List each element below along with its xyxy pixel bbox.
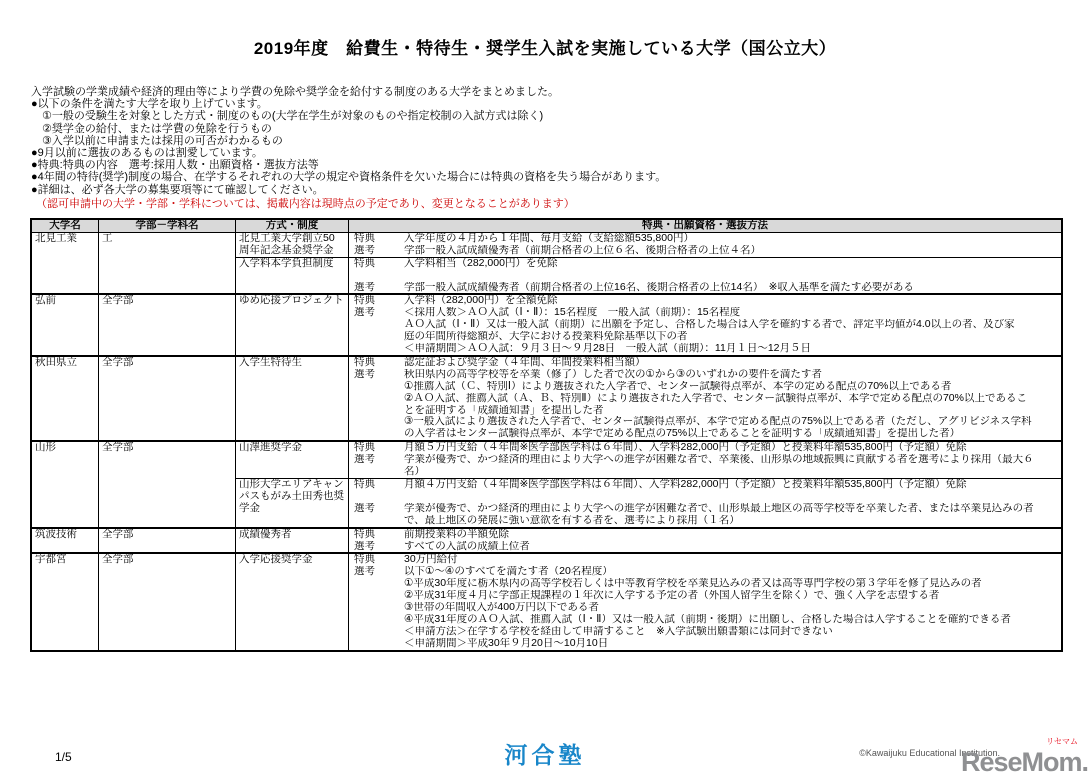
program-details xyxy=(349,554,1061,649)
program-rows xyxy=(236,554,1061,649)
table-row xyxy=(32,527,1061,553)
detail-label: 選考 xyxy=(354,566,375,578)
detail-label: 選考 xyxy=(354,244,375,256)
program-rows xyxy=(236,295,1061,355)
program-row xyxy=(236,529,1061,553)
header-method: 方式・制度 xyxy=(236,220,349,232)
detail-label: 選考 xyxy=(354,502,375,514)
program-rows xyxy=(236,442,1061,526)
detail-line xyxy=(349,307,1061,319)
table-row xyxy=(32,440,1061,526)
detail-line xyxy=(349,503,1061,515)
detail-line xyxy=(349,369,1061,381)
program-name-cell: 山澤進奨学金 xyxy=(236,442,349,478)
intro-line: 入学試験の学業成績や経済的理由等により学費の免除や奨学金を給付する制度のある大学をまとめました。 xyxy=(31,86,559,98)
detail-line xyxy=(349,590,1061,602)
detail-line xyxy=(349,258,1061,270)
program-details xyxy=(349,233,1061,257)
kawaijuku-logo: 河合塾 xyxy=(504,742,586,768)
detail-label: 特典 xyxy=(354,442,375,454)
program-name-cell: 山形大学エリアキャンパスもがみ土田秀也奨学金 xyxy=(236,479,349,527)
program-row xyxy=(236,257,1061,294)
detail-label: 特典 xyxy=(354,528,375,540)
detail-label xyxy=(349,319,404,331)
program-details xyxy=(349,295,1061,355)
program-row xyxy=(236,442,1061,478)
intro-text xyxy=(31,86,666,196)
detail-line xyxy=(349,357,1061,369)
detail-label xyxy=(349,343,404,355)
detail-line xyxy=(349,343,1061,355)
detail-text: 学部一般入試成績優秀者（前期合格者の上位16名、後期合格者の上位14名） ※収入基準を満たす必要がある xyxy=(404,281,914,293)
detail-label: 特典 xyxy=(354,295,375,307)
university-name-cell: 山形 xyxy=(32,442,99,526)
detail-text: ③一般入試により選抜された入学者で、センター試験得点率が、本学で定める配点の75%以上である者（ただし、アグリビジネス学科 xyxy=(404,416,1032,428)
detail-line xyxy=(349,614,1061,626)
faculty-cell: 工 xyxy=(99,233,236,294)
university-name-cell: 筑波技術 xyxy=(32,529,99,553)
detail-line xyxy=(349,270,1061,282)
faculty-cell: 全学部 xyxy=(99,295,236,355)
program-name-cell: 入学生特待生 xyxy=(236,357,349,440)
detail-line xyxy=(349,638,1061,650)
intro-line: ②奨学金の給付、または学費の免除を行うもの xyxy=(31,122,272,135)
header-university: 大学名 xyxy=(32,220,99,232)
detail-line xyxy=(349,566,1061,578)
detail-label xyxy=(349,626,404,638)
detail-text: 学業が優秀で、かつ経済的理由により大学への進学が困難な者で、山形県最上地区の高等学校等を卒業した者、または卒業見込みの者 xyxy=(404,502,1034,514)
table-header-row xyxy=(32,220,1061,233)
header-benefit: 特典・出願資格・選抜方法 xyxy=(642,220,768,231)
detail-label xyxy=(349,393,404,405)
program-name-cell: 北見工業大学創立50周年記念基金奨学金 xyxy=(236,233,349,257)
detail-text: 学部一般入試成績優秀者（前期合格者の上位６名、後期合格者の上位４名） xyxy=(404,244,761,256)
program-row xyxy=(236,295,1061,355)
red-note: （認可申請中の大学・学部・学科については、掲載内容は現時点の予定であり、変更となることがあります） xyxy=(36,198,575,210)
detail-label xyxy=(349,590,404,602)
university-name-cell: 弘前 xyxy=(32,295,99,355)
program-rows xyxy=(236,233,1061,294)
detail-label: 選考 xyxy=(354,307,375,319)
page-title: 2019年度 給費生・特待生・奨学生入試を実施している大学（国公立大） xyxy=(253,39,837,58)
program-name-cell: 入学料本学負担制度 xyxy=(236,258,349,294)
detail-line xyxy=(349,416,1061,428)
detail-text: ①推薦入試（Ｃ、特別Ⅰ）により選抜された入学者で、センター試験得点率が、本学の定める配点の70%以上である者 xyxy=(404,380,952,392)
detail-text: 30万円給付 xyxy=(404,554,458,566)
detail-text: で、最上地区の発展に強い意欲を有する者を、選考により採用（１名） xyxy=(404,514,740,526)
program-details xyxy=(349,479,1061,527)
detail-label: 特典 xyxy=(354,356,375,368)
detail-line xyxy=(349,393,1061,405)
header-faculty: 学部－学科名 xyxy=(99,220,236,232)
faculty-cell: 全学部 xyxy=(99,554,236,649)
detail-text: すべての入試の成績上位者 xyxy=(404,540,530,552)
detail-text: 月額４万円支給（４年間※医学部医学科は６年間）、入学料282,000円（予定額）と授業料年額535,800円（予定額）免除 xyxy=(404,479,967,491)
detail-label xyxy=(349,405,404,417)
detail-line xyxy=(349,405,1061,417)
program-name-cell: ゆめ応援プロジェクト xyxy=(236,295,349,355)
detail-line xyxy=(349,428,1061,440)
detail-label: 特典 xyxy=(354,554,375,566)
table-row xyxy=(32,233,1061,294)
detail-line xyxy=(349,515,1061,527)
program-details xyxy=(349,442,1061,478)
detail-label xyxy=(349,638,404,650)
intro-line: ●4年間の特待(奨学)制度の場合、在学するそれぞれの大学の規定や資格条件を欠いた場合には特典の資格を失う場合があります。 xyxy=(31,171,667,184)
program-row xyxy=(236,233,1061,257)
faculty-cell: 全学部 xyxy=(99,357,236,440)
detail-label xyxy=(349,515,404,527)
faculty-cell: 全学部 xyxy=(99,442,236,526)
detail-label: 選考 xyxy=(354,281,375,293)
scholarship-table xyxy=(30,218,1063,652)
detail-label xyxy=(349,270,404,282)
university-name-cell: 宇都宮 xyxy=(32,554,99,649)
detail-label: 選考 xyxy=(354,540,375,552)
detail-text: ①平成30年度に栃木県内の高等学校若しくは中等教育学校を卒業見込みの者又は高等専門学校の第３学年を修了見込みの者 xyxy=(404,578,982,590)
university-name-cell: 秋田県立 xyxy=(32,357,99,440)
detail-line xyxy=(349,233,1061,245)
detail-label xyxy=(349,614,404,626)
detail-line xyxy=(349,602,1061,614)
intro-line: ①一般の受験生を対象とした方式・制度のもの(大学在学生が対象のものや指定校制の入試方式は除く) xyxy=(31,110,544,123)
detail-line xyxy=(349,381,1061,393)
program-details xyxy=(349,357,1061,440)
program-row xyxy=(236,478,1061,527)
detail-text: ②平成31年度４月に学部正規課程の１年次に入学する予定の者（外国人留学生を除く）で、強く入学を志望する者 xyxy=(404,590,940,602)
table-row xyxy=(32,552,1061,649)
detail-label: 選考 xyxy=(354,454,375,466)
detail-text: 月額５万円支給（４年間※医学部医学科は６年間）、入学料282,000円（予定額）と授業料年額535,800円（予定額）免除 xyxy=(404,442,967,454)
detail-text: ＡＯ入試（Ⅰ・Ⅱ）又は一般入試（前期）に出願を予定し、合格した場合は入学を確約する者で、評定平均値が4.0以上の者、及び家 xyxy=(404,319,1015,331)
detail-text: ＜申請方法＞在学する学校を経由して申請すること ※入学試験出願書類には同封できない xyxy=(404,625,833,637)
detail-text: ③世帯の年間収入が400万円以下である者 xyxy=(404,602,599,614)
detail-line xyxy=(349,466,1061,478)
university-name-cell: 北見工業 xyxy=(32,233,99,294)
resemom-watermark xyxy=(960,736,1088,778)
detail-text: の入学者はセンター試験得点率が、本学で定める配点の75%以上であることを証明する「成績通知書」を提出した者） xyxy=(404,428,961,440)
detail-text: 入学料相当（282,000円）を免除 xyxy=(404,257,558,269)
page-number: 1/5 xyxy=(55,750,72,764)
detail-text: 庭の年間所得総額が、大学における授業料免除基準以下の者 xyxy=(404,331,688,343)
detail-line xyxy=(349,578,1061,590)
detail-label xyxy=(349,578,404,590)
table-row xyxy=(32,355,1061,440)
intro-line: ③入学以前に申請または採用の可否がわかるもの xyxy=(31,134,283,147)
detail-line xyxy=(349,245,1061,257)
detail-label xyxy=(349,428,404,440)
detail-line xyxy=(349,529,1061,541)
intro-line: ●特典:特典の内容 選考:採用人数・出願資格・選抜方法等 xyxy=(31,159,319,172)
detail-text: 前期授業料の半額免除 xyxy=(404,528,509,540)
program-rows xyxy=(236,357,1061,440)
resemom-katakana-label: リセマム xyxy=(1046,737,1078,746)
resemom-logo: ReseMom. xyxy=(960,747,1088,777)
detail-line xyxy=(349,331,1061,343)
faculty-cell: 全学部 xyxy=(99,529,236,553)
detail-label xyxy=(349,602,404,614)
detail-text: ②ＡＯ入試、推薦入試（Ａ、Ｂ、特別Ⅱ）により選抜された入学者で、センター試験得点率が、本学で定める配点の70%以上であるこ xyxy=(404,392,1027,404)
detail-label xyxy=(349,416,404,428)
program-name-cell: 入学応援奨学金 xyxy=(236,554,349,649)
detail-text xyxy=(404,270,1061,282)
detail-label: 特典 xyxy=(354,232,375,244)
detail-text: ＜申請期間＞平成30年９月20日～10月10日 xyxy=(404,637,609,649)
intro-line: ●詳細は、必ず各大学の募集要項等にて確認してください。 xyxy=(31,183,324,196)
detail-text: ④平成31年度のＡＯ入試、推薦入試（Ⅰ・Ⅱ）又は一般入試（前期・後期）に出願し、合格した場合は入学することを確約できる者 xyxy=(404,613,1011,625)
table-row xyxy=(32,293,1061,355)
detail-line xyxy=(349,626,1061,638)
detail-text xyxy=(404,491,1061,503)
copyright-text: ©Kawaijuku Educational Institution. xyxy=(859,748,1000,758)
program-details xyxy=(349,258,1061,294)
detail-line xyxy=(349,454,1061,466)
detail-label xyxy=(349,381,404,393)
detail-text: 学業が優秀で、かつ経済的理由により大学への進学が困難な者で、卒業後、山形県の地域振興に貢献する者を選考により採用（最大６ xyxy=(404,454,1034,466)
detail-line xyxy=(349,491,1061,503)
detail-text: 以下①～④のすべてを満たす者（20名程度） xyxy=(404,566,613,578)
detail-line xyxy=(349,295,1061,307)
intro-line: ●以下の条件を満たす大学を取り上げています。 xyxy=(31,98,268,111)
detail-line xyxy=(349,319,1061,331)
program-row xyxy=(236,554,1061,649)
program-rows xyxy=(236,529,1061,553)
detail-line xyxy=(349,554,1061,566)
detail-line xyxy=(349,442,1061,454)
detail-label xyxy=(349,466,404,478)
detail-label: 選考 xyxy=(354,368,375,380)
detail-line xyxy=(349,479,1061,491)
program-name-cell: 成績優秀者 xyxy=(236,529,349,553)
detail-text: 秋田県内の高等学校等を卒業（修了）した者で次の①から③のいずれかの要件を満たす者 xyxy=(404,368,822,380)
detail-line xyxy=(349,282,1061,294)
detail-text: 名） xyxy=(404,466,425,478)
detail-text: 認定証および奨学金（４年間、年間授業料相当額） xyxy=(404,356,646,368)
detail-text: ＜採用人数＞ＡＯ入試（Ⅰ・Ⅱ）：15名程度 一般入試（前期）：15名程度 xyxy=(404,307,741,319)
detail-label xyxy=(349,331,404,343)
detail-text: とを証明する「成績通知書」を提出した者 xyxy=(404,404,604,416)
university-rows xyxy=(32,233,1061,650)
detail-line xyxy=(349,541,1061,553)
detail-label: 特典 xyxy=(354,257,375,269)
program-row xyxy=(236,357,1061,440)
program-details xyxy=(349,529,1061,553)
detail-label xyxy=(349,491,404,503)
detail-text: 入学料（282,000円）を全額免除 xyxy=(404,295,558,307)
detail-label: 特典 xyxy=(354,479,375,491)
detail-text: 入学年度の４月から１年間、毎月支給（支給総額535,800円） xyxy=(404,232,694,244)
intro-line: ●9月以前に選抜のあるものは割愛しています。 xyxy=(31,147,263,160)
detail-text: ＜申請期間＞ＡＯ入試：９月３日～９月28日 一般入試（前期）：11月１日～12月５日 xyxy=(404,343,812,355)
